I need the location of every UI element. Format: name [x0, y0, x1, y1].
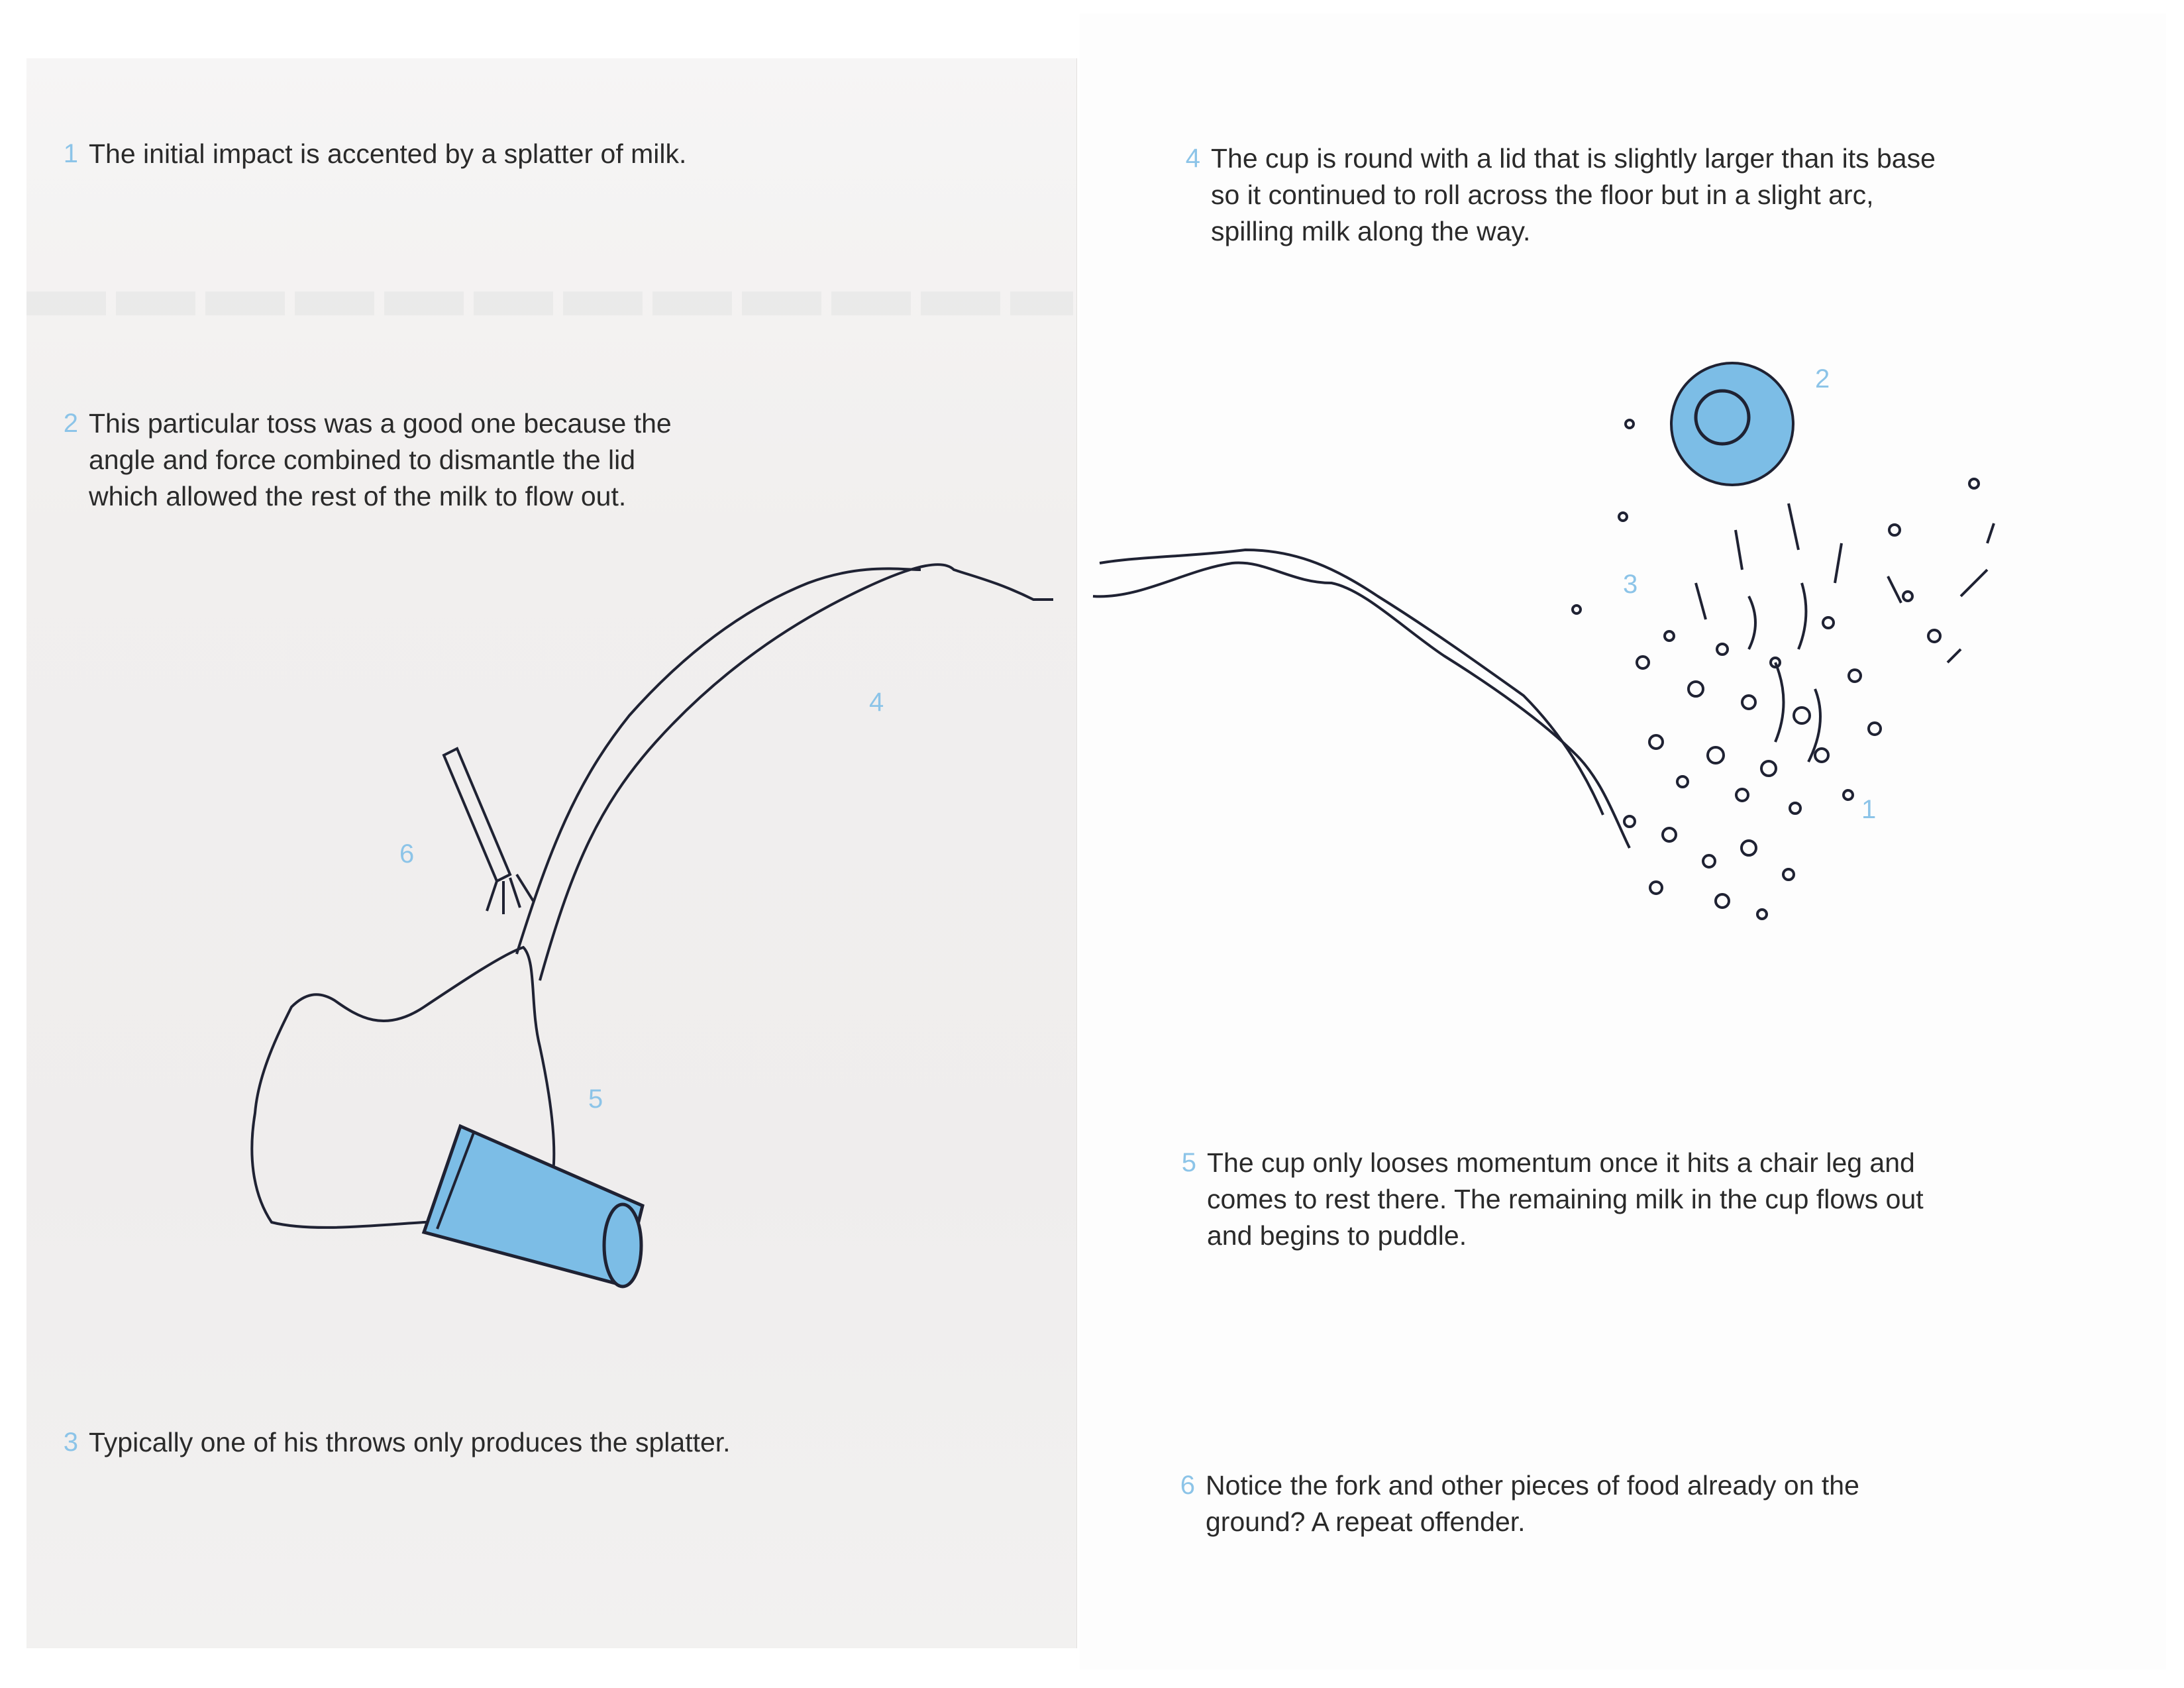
note-text: Notice the fork and other pieces of food already on the ground? A repeat offender.: [1206, 1470, 1859, 1537]
cup-icon: [424, 1126, 643, 1287]
label-spray: 3: [1623, 570, 1638, 599]
note-5: [1181, 1145, 1936, 1254]
note-number: 6: [1180, 1471, 1195, 1500]
note-number: 4: [1185, 144, 1200, 173]
splatter-droplets: [1573, 420, 1994, 919]
note-2: [63, 405, 672, 515]
note-text: This particular toss was a good one because the angle and force combined to dismantle the lid which allowed the rest of the milk to flow out.: [89, 408, 672, 511]
milk-trail-edge: [517, 568, 921, 954]
note-6: [1180, 1467, 1921, 1540]
label-fork: 6: [399, 839, 415, 869]
note-3: [63, 1424, 950, 1461]
note-number: 5: [1181, 1148, 1196, 1177]
note-number: 1: [63, 139, 78, 168]
note-text: Typically one of his throws only produces the splatter.: [89, 1427, 731, 1457]
note-4: [1185, 140, 1959, 250]
note-number: 3: [63, 1428, 78, 1457]
lid-icon: [1671, 363, 1793, 485]
note-1: [63, 136, 884, 172]
label-lid: 2: [1815, 364, 1830, 394]
milk-stream: [1093, 563, 1630, 848]
label-splatter: 1: [1861, 795, 1877, 824]
note-number: 2: [63, 409, 78, 438]
fork-icon: [444, 749, 533, 914]
note-text: The cup only looses momentum once it hits a chair leg and comes to rest there. The remaining milk in the cup flows out and begins to puddle.: [1207, 1147, 1924, 1251]
note-text: The initial impact is accented by a splatter of milk.: [89, 138, 687, 169]
label-trail: 4: [869, 688, 884, 717]
label-cup: 5: [588, 1084, 603, 1114]
milk-trail: [540, 564, 1053, 980]
note-text: The cup is round with a lid that is slightly larger than its base so it continued to roll across the floor but in a slight arc, spilling milk along the way.: [1211, 143, 1936, 246]
